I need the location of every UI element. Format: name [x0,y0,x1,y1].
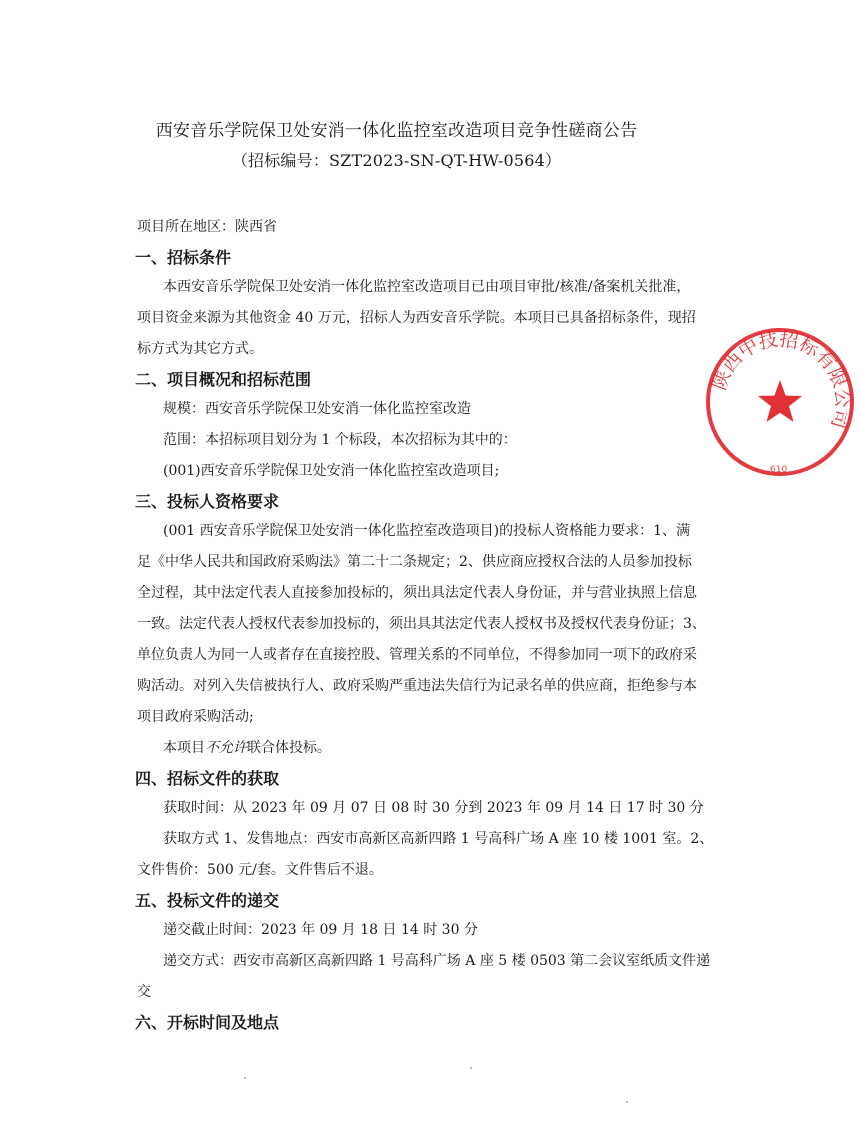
company-seal [700,322,854,482]
scan-speck [470,1067,472,1069]
s3-line-1: (001 西安音乐学院保卫处安消一体化监控室改造项目)的投标人资格能力要求：1、满 [163,523,691,539]
s3-line-5: 单位负责人为同一人或者存在直接控股、管理关系的不同单位，不得参加同一项下的政府采 [137,647,697,663]
s4-way-line-2: 文件售价：500 元/套。文件售后不退。 [137,862,383,878]
s5-way-line-2: 交 [137,984,151,1000]
seal-star-icon [758,380,802,422]
s3-line-3: 全过程，其中法定代表人直接参加投标的，须出具法定代表人身份证，并与营业执照上信息 [137,585,697,601]
scan-speck [626,1101,628,1103]
s5-way-line-1: 递交方式：西安市高新区高新四路 1 号高科广场 A 座 5 楼 0503 第二会议室纸质文件递 [163,953,711,969]
s3-joint-bid [163,738,331,758]
s1-para-line-3: 标方式为其它方式。 [137,341,263,357]
s4-time: 获取时间：从 2023 年 09 月 07 日 08 时 30 分到 2023 年 09 月 14 日 17 时 30 分 [163,800,704,816]
s3-line-6: 购活动。对列入失信被执行人、政府采购严重违法失信行为记录名单的供应商，拒绝参与本 [137,678,697,694]
section-4-heading: 四、招标文件的获取 [135,769,280,788]
s2-scope: 范围：本招标项目划分为 1 个标段，本次招标为其中的： [163,432,517,448]
seal-graphic [700,322,860,482]
s5-deadline: 递交截止时间：2023 年 09 月 18 日 14 时 30 分 [163,922,478,938]
s3-line-4: 一致。法定代表人授权代表参加投标的，须出具其法定代表人授权书及授权代表身份证；3、 [137,616,706,632]
s2-lot-item: (001)西安音乐学院保卫处安消一体化监控室改造项目; [163,463,500,479]
s3-line-7: 项目政府采购活动; [137,709,254,725]
section-5-heading: 五、投标文件的递交 [135,891,280,910]
section-2-heading: 二、项目概况和招标范围 [135,370,312,389]
tender-code: （招标编号：SZT2023-SN-QT-HW-0564） [231,151,562,170]
s4-way-line-1: 获取方式 1、发售地点：西安市高新区高新四路 1 号高科广场 A 座 10 楼 1001 室。2、 [163,831,714,847]
seal-text [708,328,853,431]
section-6-heading: 六、开标时间及地点 [135,1013,280,1032]
document-title: 西安音乐学院保卫处安消一体化监控室改造项目竞争性磋商公告 [155,121,638,141]
seal-text-path: 陕西中技招标有限公司 [708,328,854,432]
section-3-heading: 三、投标人资格要求 [135,492,280,511]
s2-scale: 规模：西安音乐学院保卫处安消一体化监控室改造 [163,401,471,417]
seal-digits: 610 [770,465,788,475]
project-region: 项目所在地区：陕西省 [137,219,277,235]
s1-para-line-1: 本西安音乐学院保卫处安消一体化监控室改造项目已由项目审批/核准/备案机关批准， [163,279,691,295]
joint-bid-not-allowed: 不允许 [205,740,247,756]
s1-para-line-2: 项目资金来源为其他资金 40 万元，招标人为西安音乐学院。本项目已具备招标条件，现招 [137,310,696,326]
joint-bid-prefix: 本项目 [163,740,205,756]
section-1-heading: 一、招标条件 [135,248,232,267]
joint-bid-suffix: 联合体投标。 [247,740,331,756]
scan-speck [244,1077,246,1079]
s3-line-2: 足《中华人民共和国政府采购法》第二十二条规定；2、供应商应授权合法的人员参加投标 [137,554,692,570]
